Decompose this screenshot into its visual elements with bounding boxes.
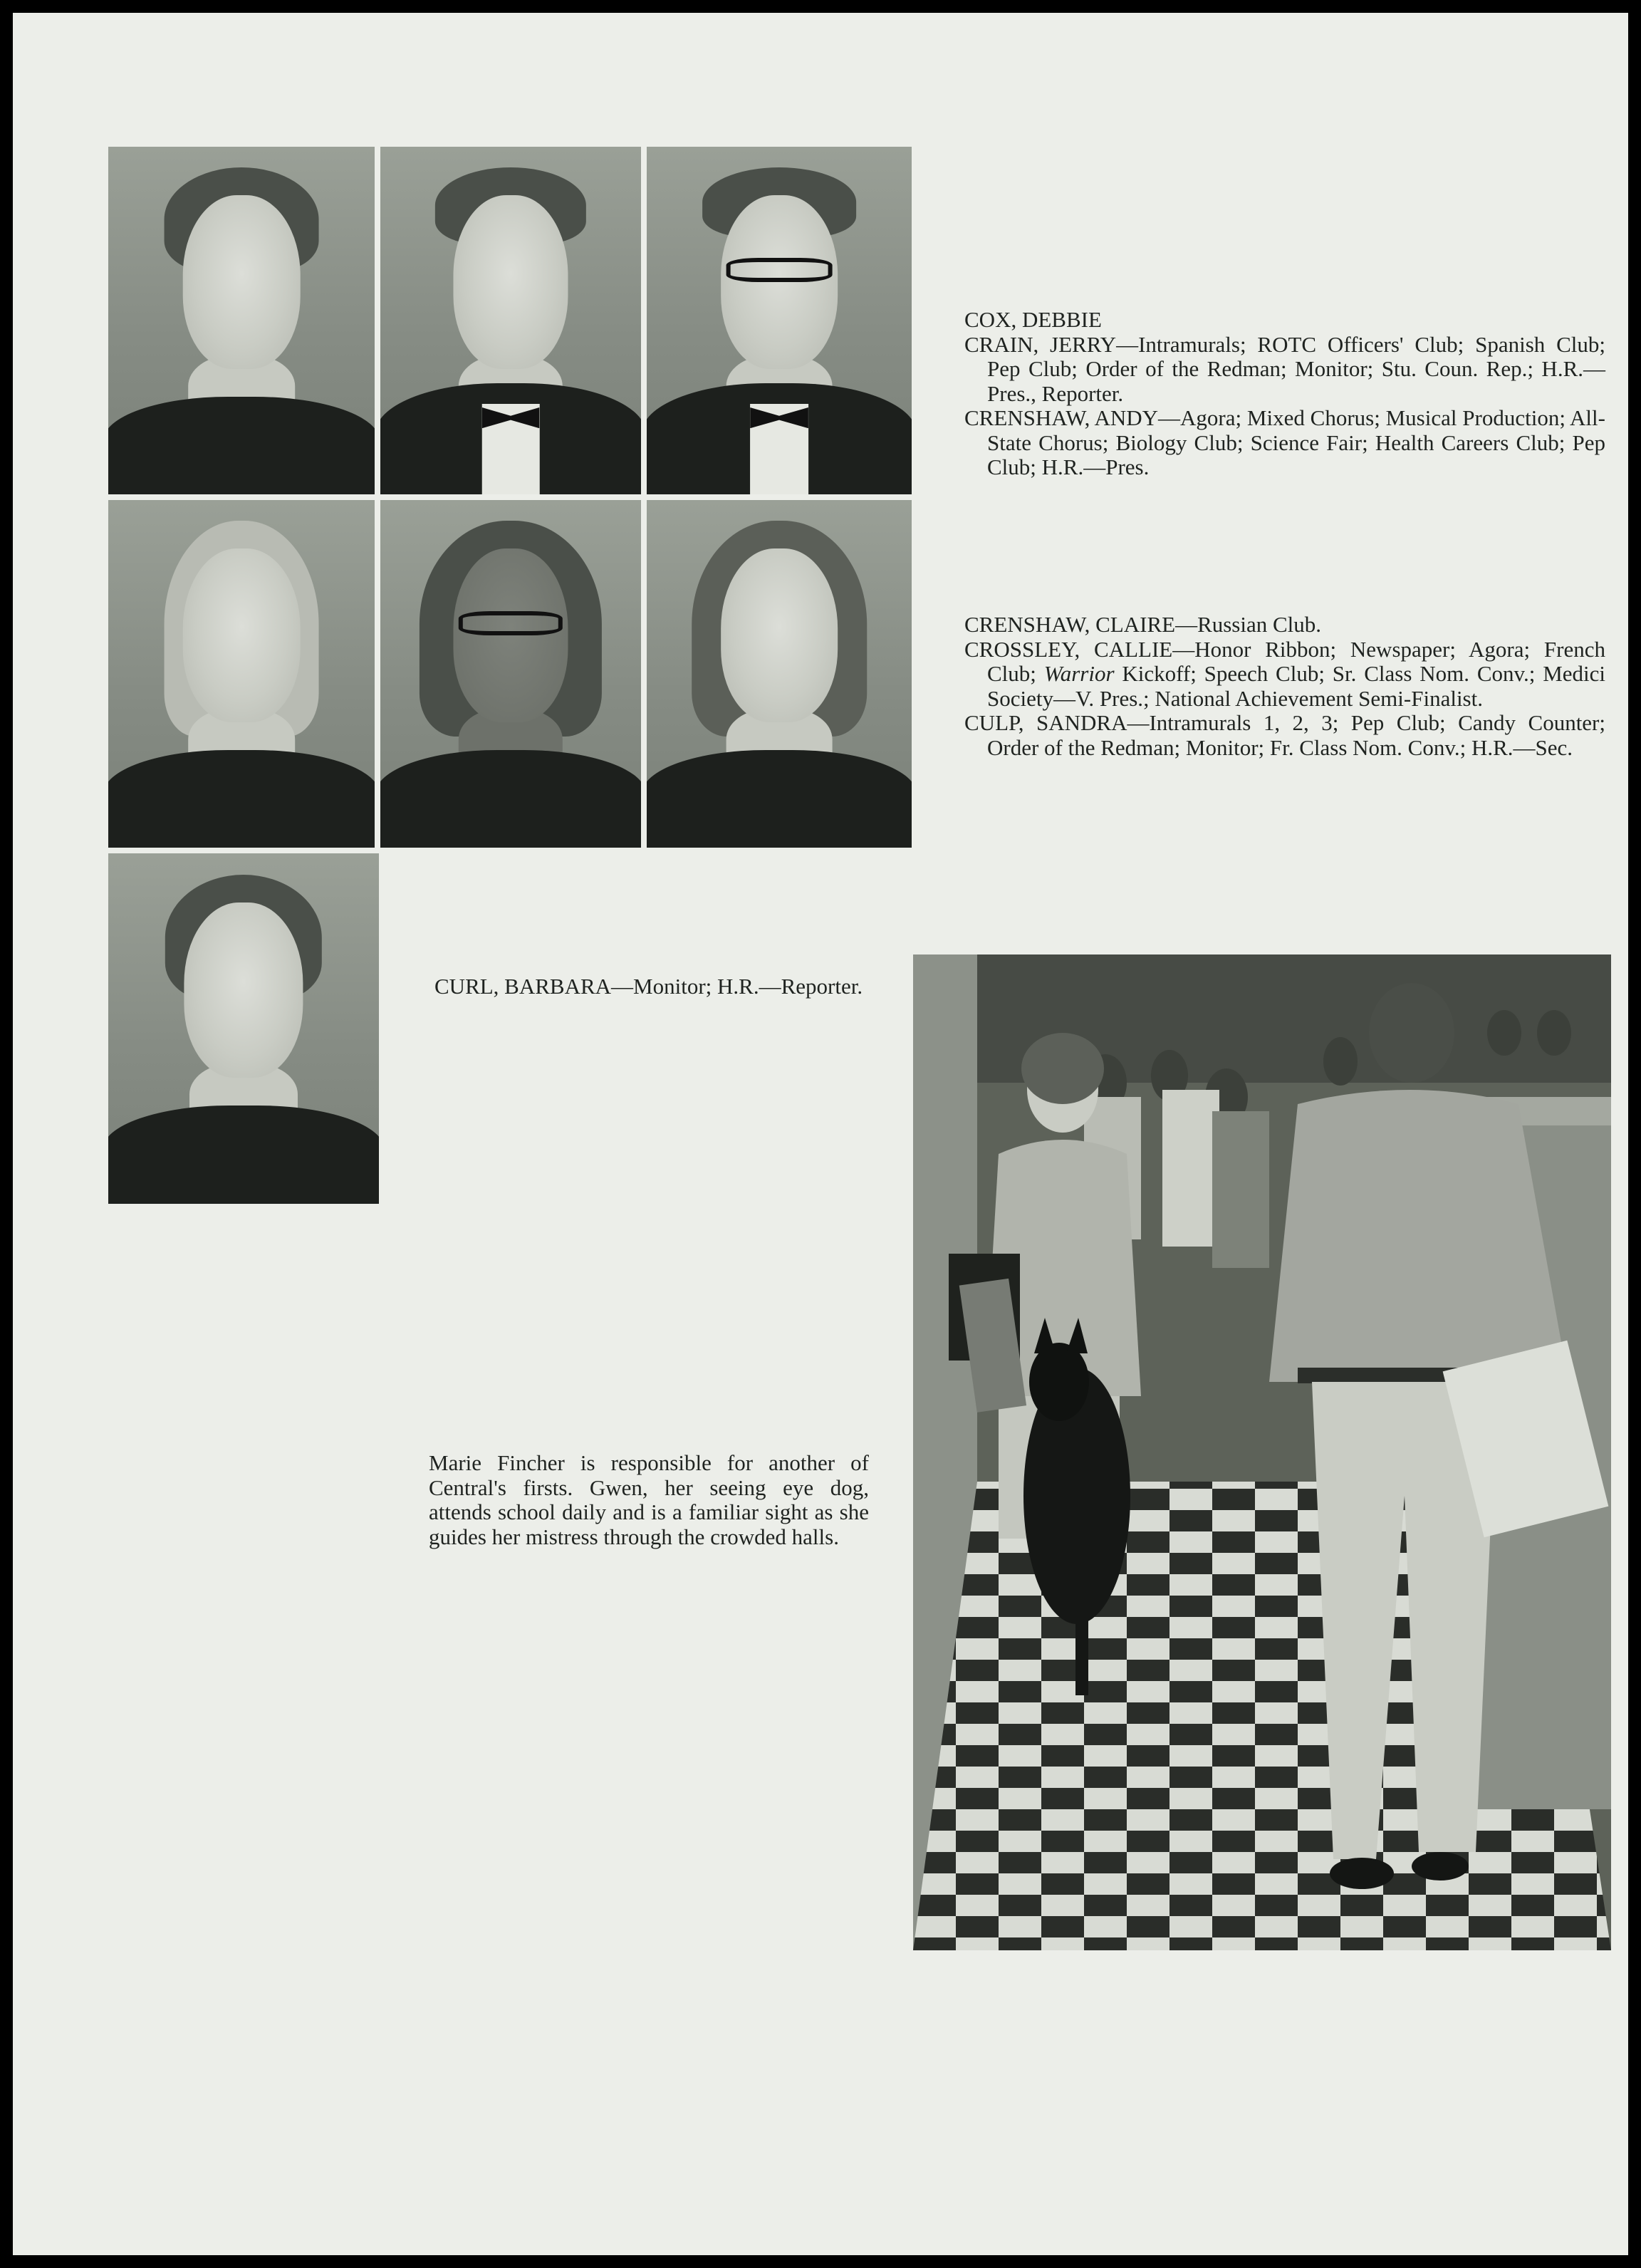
portrait-dress	[108, 397, 375, 494]
portrait-curl-barbara	[108, 853, 379, 1204]
entry-curl-barbara	[434, 974, 868, 999]
photo-caption: Marie Fincher is responsible for another of Central's firsts. Gwen, her seeing eye dog, attends school daily and is a familiar sight as she guides her mistress through the crowded halls.	[429, 1450, 869, 1549]
entry-activities: —Intramurals; ROTC Officers' Club; Spanish Club; Pep Club; Order of the Redman; Monitor; Stu. Coun. Rep.; H.R.—Pres., Reporter.	[987, 331, 1605, 406]
entry-activities: —Honor Ribbon; Newspaper; Agora; French Club;	[987, 636, 1605, 686]
portrait-dress	[108, 1106, 379, 1204]
portrait-cox-debbie	[108, 147, 375, 494]
entry-activities: —Russian Club.	[1175, 612, 1322, 637]
portrait-crenshaw-andy	[647, 147, 912, 494]
portrait-face	[453, 195, 568, 369]
portrait-face	[721, 195, 838, 369]
entry-activities: —Monitor; H.R.—Reporter.	[611, 974, 863, 999]
portrait-culp-sandra	[647, 500, 912, 848]
portrait-face	[183, 548, 301, 722]
entry-italic-title: Warrior	[1043, 661, 1115, 686]
senior-entry-curl	[434, 974, 868, 999]
entry-activities: —Intramurals 1, 2, 3; Pep Club; Candy Counter; Order of the Redman; Monitor; Fr. Class Nom. Conv.; H.R.—Sec.	[987, 710, 1605, 760]
glasses-icon	[726, 258, 833, 282]
portrait-dress	[647, 750, 912, 848]
entry-cox-debbie	[964, 308, 1605, 333]
glasses-icon	[459, 611, 563, 635]
entry-name: CURL, BARBARA	[434, 974, 612, 999]
senior-entries-top	[964, 308, 1605, 480]
entry-crain-jerry	[964, 333, 1605, 407]
entry-name: COX, DEBBIE	[964, 307, 1102, 332]
entry-crenshaw-andy	[964, 406, 1605, 480]
portrait-face	[721, 548, 838, 722]
senior-entries-middle	[964, 613, 1605, 760]
portrait-crenshaw-claire	[108, 500, 375, 848]
entry-culp-sandra	[964, 711, 1605, 760]
entry-activities: Kickoff; Speech Club; Sr. Class Nom. Conv.; Medici Society—V. Pres.; National Achievement Semi-Finalist.	[987, 661, 1605, 711]
hallway-photo	[913, 954, 1611, 1950]
hallway-photo-illustration	[913, 954, 1611, 1950]
portrait-face	[453, 548, 568, 722]
entry-name: CRENSHAW, CLAIRE	[964, 612, 1176, 637]
entry-name: CROSSLEY, CALLIE	[964, 636, 1173, 662]
portrait-crain-jerry	[380, 147, 641, 494]
yearbook-page	[13, 13, 1628, 2255]
portrait-dress	[108, 750, 375, 848]
entry-name: CRAIN, JERRY	[964, 331, 1117, 357]
entry-name: CULP, SANDRA	[964, 710, 1127, 735]
portrait-face	[183, 195, 301, 369]
entry-crossley-callie	[964, 638, 1605, 712]
entry-crenshaw-claire	[964, 613, 1605, 638]
entry-name: CRENSHAW, ANDY	[964, 405, 1159, 430]
portrait-face	[184, 902, 303, 1078]
entry-activities: —Agora; Mixed Chorus; Musical Production; All-State Chorus; Biology Club; Science Fair; Health Careers Club; Pep Club; H.R.—Pres.	[987, 405, 1605, 479]
portrait-dress	[380, 750, 641, 848]
portrait-crossley-callie	[380, 500, 641, 848]
